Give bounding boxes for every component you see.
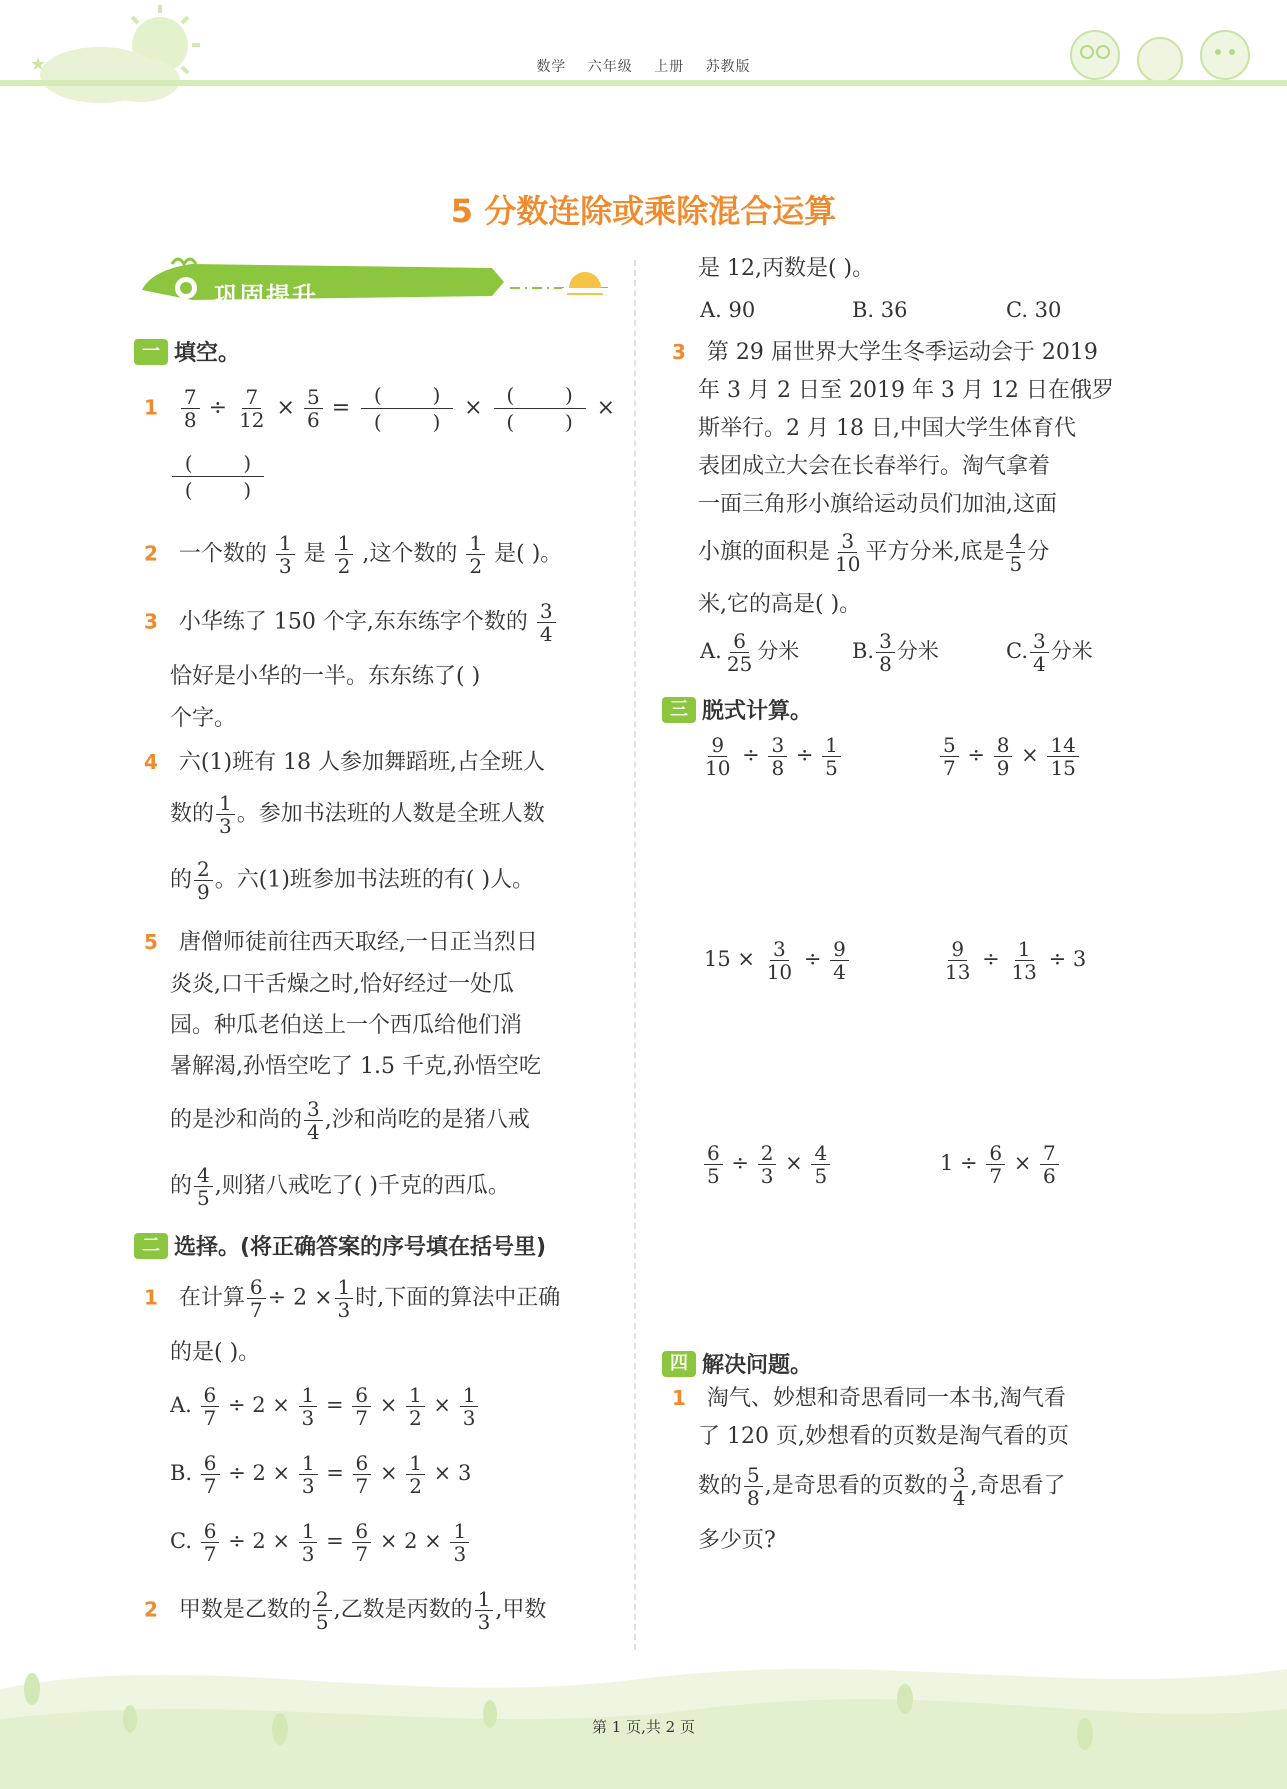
header-edition: 苏教版 (705, 59, 751, 75)
text-line: 表团成立大会在长春举行。淘气拿着 (698, 454, 1051, 479)
fill-q4-line2: 数的 $\frac{1}{3}$ 。参加书法班的人数是全班人数 (170, 791, 545, 838)
section-label: 脱式计算。 (702, 699, 813, 724)
section-badge: 三 (662, 697, 696, 723)
banner-decoration (132, 254, 612, 314)
answer-blank-fraction[interactable]: $\frac{( )}{( )}$ (494, 382, 586, 435)
fraction: $\frac{6}{7}$ (247, 1276, 266, 1321)
choice-q2: 2 甲数是乙数的 $\frac{2}{5}$ ,乙数是丙数的 $\frac{1}{3}$ ,甲数 (144, 1587, 547, 1634)
answer-blank-fraction[interactable]: $\frac{( )}{( )}$ (172, 450, 264, 503)
fill-q3: 3 小华练了 150 个字,东东练字个数的 $\frac{3}{4}$ (144, 600, 558, 645)
calc-expression-6: 1 ÷ $\frac{6}{7}$ × $\frac{7}{6}$ (940, 1142, 1061, 1187)
section-label: 选择。(将正确答案的序号填在括号里) (174, 1235, 547, 1260)
fraction: $\frac{1}{3}$ (216, 792, 235, 837)
section-fill-blank (134, 336, 240, 367)
text-line: 一面三角形小旗给运动员们加油,这面 (698, 492, 1057, 517)
fraction: $\frac{5}{6}$ (304, 386, 323, 431)
page-title: 5 分数连除或乘除混合运算 (450, 192, 837, 230)
fraction: $\frac{1}{2}$ (466, 532, 485, 577)
answer-blank-line[interactable]: 的是( )。 (170, 1340, 261, 1365)
text-line: 个字。 (170, 706, 237, 731)
question-number: 3 (672, 340, 686, 364)
fill-q2: 2 一个数的 $\frac{1}{3}$ 是 $\frac{1}{2}$ ,这个数的 $\frac{1}{2}$ 是( )。 (144, 531, 563, 578)
text-line: 斯举行。2 月 18 日,中国大学生体育代 (698, 416, 1076, 441)
text-line: 了 120 页,妙想看的页数是淘气看的页 (698, 1424, 1069, 1449)
fill-q4: 4 六(1)班有 18 人参加舞蹈班,占全班人 (144, 750, 546, 775)
answer-blank-line[interactable]: 恰好是小华的一半。东东练了( ) (170, 664, 481, 689)
fraction: $\frac{2}{9}$ (194, 858, 213, 903)
question-number: 2 (144, 541, 158, 566)
fraction: $\frac{1}{3}$ (475, 1588, 494, 1633)
fill-q1: 1 $\frac{7}{8}$ ÷ $\frac{7}{12}$ × $\frac{5}{6}$ = $\frac{( )}{( )}$ × $\frac{( )}{( )}$ × (144, 383, 616, 434)
section-choice (134, 1230, 546, 1261)
question-number: 4 (144, 750, 158, 774)
choice-q3-option-a[interactable]: A. $\frac{6}{25}$ 分米 (700, 629, 800, 676)
answer-blank-fraction[interactable]: $\frac{( )}{( )}$ (361, 382, 453, 435)
fraction: $\frac{2}{5}$ (313, 1588, 332, 1633)
fraction: $\frac{1}{3}$ (335, 1276, 354, 1321)
svg-text:★: ★ (30, 54, 47, 75)
choice-q2-option-a[interactable]: A. 90 (700, 298, 756, 322)
solve-q1-line3: 数的 $\frac{5}{8}$ ,是奇思看的页数的 $\frac{3}{4}$ ,奇思看了 (698, 1463, 1066, 1510)
fraction: $\frac{3}{4}$ (537, 600, 556, 645)
fill-q5: 5 唐僧师徒前往西天取经,一日正当烈日 (144, 930, 538, 955)
text-line: 多少页? (698, 1528, 776, 1553)
section-label: 填空。 (174, 341, 241, 366)
fraction: $\frac{3}{4}$ (950, 1464, 969, 1509)
answer-blank[interactable]: 是( )。 (494, 541, 563, 567)
choice-q3: 3 第 29 届世界大学生冬季运动会于 2019 (672, 340, 1098, 365)
choice-q2-option-c[interactable]: C. 30 (1006, 298, 1062, 322)
calc-expression-3: 15 × $\frac{3}{10}$ ÷ $\frac{9}{4}$ (704, 938, 851, 983)
question-number: 1 (672, 1386, 686, 1410)
fraction: $\frac{3}{4}$ (304, 1098, 323, 1143)
fraction: $\frac{7}{8}$ (181, 386, 200, 431)
text-line: 暑解渴,孙悟空吃了 1.5 千克,孙悟空吃 (170, 1054, 541, 1079)
text-line: 炎炎,口干舌燥之时,恰好经过一处瓜 (170, 972, 514, 997)
fraction: $\frac{7}{12}$ (239, 385, 265, 432)
question-number: 5 (144, 930, 158, 954)
text-line: 园。种瓜老伯送上一个西瓜给他们消 (170, 1013, 523, 1038)
fraction: $\frac{4}{5}$ (194, 1164, 213, 1209)
header-info (0, 56, 1287, 76)
header-subject: 数学 (536, 59, 567, 75)
text-line: 年 3 月 2 日至 2019 年 3 月 12 日在俄罗 (698, 378, 1114, 403)
hills-decoration (0, 1629, 1287, 1789)
choice-q3-line6: 小旗的面积是 $\frac{3}{10}$ 平方分米,底是 $\frac{4}{5}$ 分 (698, 529, 1050, 576)
answer-blank-line[interactable]: 是 12,丙数是( )。 (698, 256, 875, 281)
header-volume: 上册 (654, 59, 685, 75)
fill-q5-line5: 的是沙和尚的 $\frac{3}{4}$ ,沙和尚吃的是猪八戒 (170, 1097, 530, 1144)
choice-q3-option-b[interactable]: B. $\frac{3}{8}$ 分米 (852, 629, 939, 676)
header-line (0, 80, 1287, 86)
choice-q1-option-b[interactable]: B. $\frac{6}{7}$ ÷ 2 × $\frac{1}{3}$ = $\frac{6}{7}$ × $\frac{1}{2}$ × 3 (170, 1451, 472, 1498)
fill-q4-line3[interactable]: 的 $\frac{2}{9}$ 。六(1)班参加书法班的有( )人。 (170, 857, 535, 904)
question-number: 2 (144, 1597, 158, 1622)
calc-expression-2: $\frac{5}{7}$ ÷ $\frac{8}{9}$ × $\frac{14}{15}$ (938, 734, 1081, 779)
question-number: 3 (144, 609, 158, 634)
choice-q3-option-c[interactable]: C. $\frac{3}{4}$ 分米 (1006, 629, 1093, 676)
header-grade: 六年级 (587, 59, 633, 75)
fraction: $\frac{1}{3}$ (276, 532, 295, 577)
question-number: 1 (144, 1285, 158, 1310)
choice-q1-option-c[interactable]: C. $\frac{6}{7}$ ÷ 2 × $\frac{1}{3}$ = $\frac{6}{7}$ × 2 × $\frac{1}{3}$ (170, 1520, 471, 1565)
section-badge: 四 (662, 1351, 696, 1377)
calc-expression-1: $\frac{9}{10}$ ÷ $\frac{3}{8}$ ÷ $\frac{1}{5}$ (700, 734, 843, 779)
choice-q2-option-b[interactable]: B. 36 (852, 298, 908, 322)
answer-blank-line[interactable]: 米,它的高是( )。 (698, 592, 862, 617)
fill-q5-line6[interactable]: 的 $\frac{4}{5}$ ,则猪八戒吃了( )千克的西瓜。 (170, 1163, 510, 1210)
fraction: $\frac{3}{10}$ (835, 529, 861, 576)
question-number: 1 (144, 395, 158, 420)
column-divider (634, 260, 636, 1650)
calc-expression-4: $\frac{9}{13}$ ÷ $\frac{1}{13}$ ÷ 3 (945, 937, 1087, 984)
fraction: $\frac{4}{5}$ (1006, 530, 1025, 575)
section-label: 解决问题。 (702, 1353, 813, 1378)
solve-q1: 1 淘气、妙想和奇思看同一本书,淘气看 (672, 1386, 1066, 1411)
section-badge: 一 (134, 339, 168, 365)
fraction: $\frac{1}{2}$ (335, 532, 354, 577)
banner-label: 巩固提升 (214, 282, 318, 310)
section-solve (662, 1348, 812, 1379)
sun-cloud-decoration (10, 0, 210, 110)
choice-q1: 1 在计算 $\frac{6}{7}$ ÷ 2 × $\frac{1}{3}$ 时,下面的算法中正确 (144, 1275, 561, 1322)
calc-expression-5: $\frac{6}{5}$ ÷ $\frac{2}{3}$ × $\frac{4}{5}$ (702, 1142, 832, 1187)
fill-q1-cont (168, 450, 268, 503)
page-footer: 第 1 页,共 2 页 (592, 1718, 695, 1736)
section-badge: 二 (134, 1233, 168, 1259)
fraction: $\frac{5}{8}$ (744, 1464, 763, 1509)
section-calc (662, 694, 812, 725)
choice-q1-option-a[interactable]: A. $\frac{6}{7}$ ÷ 2 × $\frac{1}{3}$ = $\frac{6}{7}$ × $\frac{1}{2}$ × $\frac{1}{3}$ (170, 1384, 480, 1429)
